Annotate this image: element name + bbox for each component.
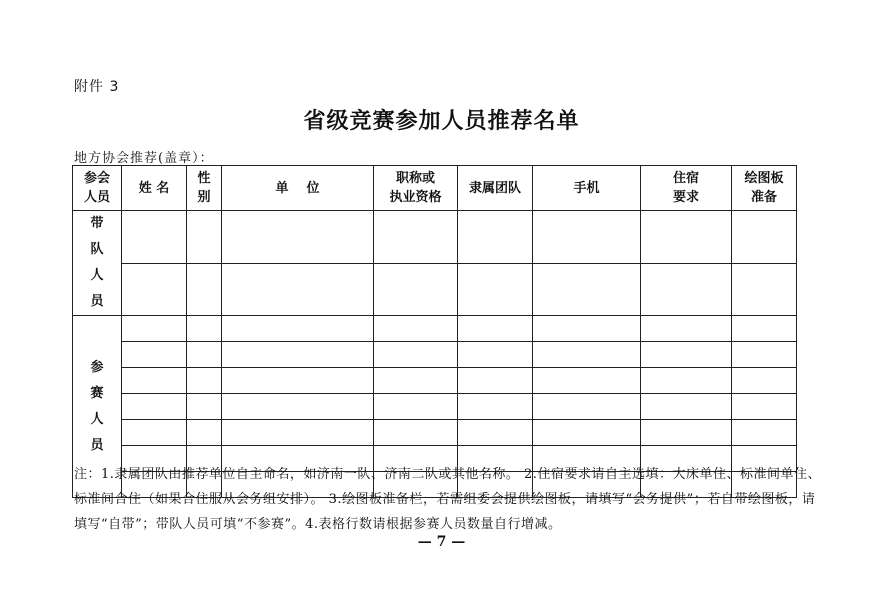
table-cell[interactable] xyxy=(533,394,641,420)
table-cell[interactable] xyxy=(187,420,222,446)
table-cell[interactable] xyxy=(641,211,732,264)
table-cell[interactable] xyxy=(458,420,533,446)
roster-table xyxy=(72,165,797,498)
table-cell[interactable] xyxy=(732,420,797,446)
table-cell[interactable] xyxy=(374,211,458,264)
header-name: 姓 名 xyxy=(122,166,187,211)
table-cell[interactable] xyxy=(641,263,732,316)
header-title-qualification: 职称或 执业资格 xyxy=(374,166,458,211)
table-cell[interactable] xyxy=(533,368,641,394)
table-cell[interactable] xyxy=(641,342,732,368)
table-cell[interactable] xyxy=(122,394,187,420)
roster-body xyxy=(73,211,797,498)
table-row xyxy=(73,263,797,316)
table-row xyxy=(73,342,797,368)
table-cell[interactable] xyxy=(187,342,222,368)
table-cell[interactable] xyxy=(533,263,641,316)
table-cell[interactable] xyxy=(533,316,641,342)
table-cell[interactable] xyxy=(187,263,222,316)
table-cell[interactable] xyxy=(732,316,797,342)
table-cell[interactable] xyxy=(458,263,533,316)
table-cell[interactable] xyxy=(732,211,797,264)
table-cell[interactable] xyxy=(458,394,533,420)
table-row xyxy=(73,420,797,446)
table-cell[interactable] xyxy=(533,420,641,446)
table-cell[interactable] xyxy=(222,394,374,420)
table-cell[interactable] xyxy=(374,342,458,368)
table-cell[interactable] xyxy=(374,263,458,316)
table-cell[interactable] xyxy=(458,211,533,264)
table-row xyxy=(73,368,797,394)
table-cell[interactable] xyxy=(533,211,641,264)
table-cell[interactable] xyxy=(641,368,732,394)
table-cell[interactable] xyxy=(533,342,641,368)
attachment-label: 附件 3 xyxy=(74,79,120,95)
group-label-cell xyxy=(73,211,122,316)
table-cell[interactable] xyxy=(458,342,533,368)
table-cell[interactable] xyxy=(187,368,222,394)
recommender-label: 地方协会推荐(盖章）： xyxy=(74,151,214,166)
table-cell[interactable] xyxy=(222,211,374,264)
header-team: 隶属团队 xyxy=(458,166,533,211)
group-label: 参赛人员 xyxy=(90,359,104,453)
table-cell[interactable] xyxy=(374,420,458,446)
table-cell[interactable] xyxy=(732,368,797,394)
footnote: 注：1.隶属团队由推荐单位自主命名，如济南一队、济南二队或其他名称。 2.住宿要求请自主选填：大床单住、标准间单住、标准间合住（如果合住服从会务组安排）。 3.绘图板准备栏，若需组委会提供绘图板，请填写“会务提供”；若自带绘图板，请填写“自带”；带队人员可填“不参赛”。4.表格行数请根据参赛人员数量自行增减。 xyxy=(74,467,821,532)
header-drawing-tablet: 绘图板 准备 xyxy=(732,166,797,211)
table-cell[interactable] xyxy=(222,420,374,446)
table-cell[interactable] xyxy=(187,316,222,342)
header-participant: 参会 人员 xyxy=(73,166,122,211)
table-cell[interactable] xyxy=(122,420,187,446)
table-cell[interactable] xyxy=(641,394,732,420)
page-number: — 7 — xyxy=(417,534,466,550)
table-cell[interactable] xyxy=(222,263,374,316)
header-row xyxy=(73,166,797,211)
table-cell[interactable] xyxy=(641,316,732,342)
table-cell[interactable] xyxy=(122,263,187,316)
table-cell[interactable] xyxy=(641,420,732,446)
table-row xyxy=(73,394,797,420)
table-row xyxy=(73,211,797,264)
header-accommodation: 住宿 要求 xyxy=(641,166,732,211)
table-cell[interactable] xyxy=(187,394,222,420)
table-cell[interactable] xyxy=(374,394,458,420)
table-cell[interactable] xyxy=(222,316,374,342)
group-label: 带队人员 xyxy=(90,216,104,309)
table-cell[interactable] xyxy=(458,368,533,394)
table-cell[interactable] xyxy=(732,342,797,368)
table-cell[interactable] xyxy=(374,368,458,394)
document-title: 省级竞赛参加人员推荐名单 xyxy=(303,108,580,134)
table-cell[interactable] xyxy=(222,342,374,368)
table-cell[interactable] xyxy=(222,368,374,394)
table-cell[interactable] xyxy=(732,263,797,316)
header-phone: 手机 xyxy=(533,166,641,211)
header-gender: 性 别 xyxy=(187,166,222,211)
table-cell[interactable] xyxy=(122,211,187,264)
table-cell[interactable] xyxy=(458,316,533,342)
table-cell[interactable] xyxy=(122,342,187,368)
table-cell[interactable] xyxy=(187,211,222,264)
table-cell[interactable] xyxy=(122,368,187,394)
table-cell[interactable] xyxy=(374,316,458,342)
header-unit: 单 位 xyxy=(222,166,374,211)
table-cell[interactable] xyxy=(122,316,187,342)
table-cell[interactable] xyxy=(732,394,797,420)
table-row xyxy=(73,316,797,342)
